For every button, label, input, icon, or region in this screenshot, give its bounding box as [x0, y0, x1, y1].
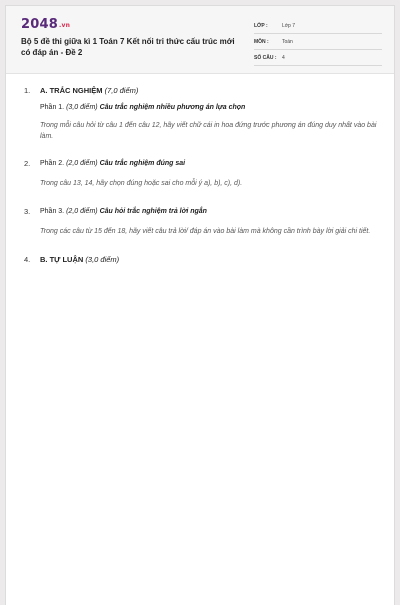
part-label: Phần 2. [40, 160, 65, 167]
section-heading-text: B. TỰ LUẬN [40, 255, 84, 264]
meta-row-grade [254, 18, 382, 34]
meta-row-subject [254, 34, 382, 50]
part-name: Câu trắc nghiệm đúng sai [99, 160, 186, 167]
meta-label: LỚP : [254, 22, 268, 29]
document-meta [254, 18, 382, 66]
document-title: Bộ 5 đề thi giữa kì 1 Toán 7 Kết nối tri thức cấu trúc mới có đáp án - Đề 2 [21, 37, 235, 57]
section-title [24, 255, 384, 265]
part-points: (2,0 điểm) [66, 160, 98, 167]
section-heading [40, 255, 119, 265]
meta-label: SỐ CÂU : [254, 54, 277, 61]
part-points: (3,0 điểm) [66, 104, 98, 111]
section-title [24, 207, 384, 217]
section-number: 2. [24, 159, 31, 168]
part-heading [40, 103, 384, 113]
site-logo[interactable] [21, 17, 70, 32]
part-name: Câu hỏi trắc nghiệm trả lời ngắn [99, 208, 207, 215]
section-title [24, 159, 384, 169]
part-instruction: Trong các câu từ 15 đến 18, hãy viết câu trả lời/ đáp án vào bài làm mà không cần trình bày lời giải chi tiết. [40, 228, 371, 235]
meta-row-question-count [254, 50, 382, 66]
part-instruction: Trong mỗi câu hỏi từ câu 1 đến câu 12, hãy viết chữ cái in hoa đứng trước phương án đúng duy nhất vào bài làm. [40, 122, 377, 140]
part-label: Phần 3. [40, 208, 65, 215]
meta-label: MÔN : [254, 38, 269, 45]
meta-value: 4 [282, 54, 285, 61]
part-points: (2,0 điểm) [66, 208, 98, 215]
document-header [6, 6, 394, 74]
meta-value: Lớp 7 [282, 22, 296, 29]
part-label: Phần 1. [40, 104, 65, 111]
document-page [5, 5, 395, 605]
section-heading-text: A. TRẮC NGHIỆM [40, 86, 103, 95]
part-heading [40, 159, 185, 169]
section-number: 4. [24, 255, 31, 264]
section-heading [40, 86, 138, 96]
section-title [24, 86, 384, 96]
part-instruction: Trong câu 13, 14, hãy chọn đúng hoặc sai cho mỗi ý a), b), c), d). [40, 180, 243, 187]
meta-value: Toán [282, 38, 293, 45]
section-points: (3,0 điểm) [85, 255, 120, 264]
part-name: Câu trắc nghiệm nhiều phương án lựa chọn [99, 104, 246, 111]
part-heading [40, 207, 207, 217]
logo-text: 2048 [21, 17, 58, 32]
section-number: 3. [24, 207, 31, 216]
section-number: 1. [24, 86, 31, 95]
section-points: (7,0 điểm) [104, 86, 139, 95]
document-content [24, 86, 384, 265]
logo-suffix: .vn [58, 22, 71, 29]
